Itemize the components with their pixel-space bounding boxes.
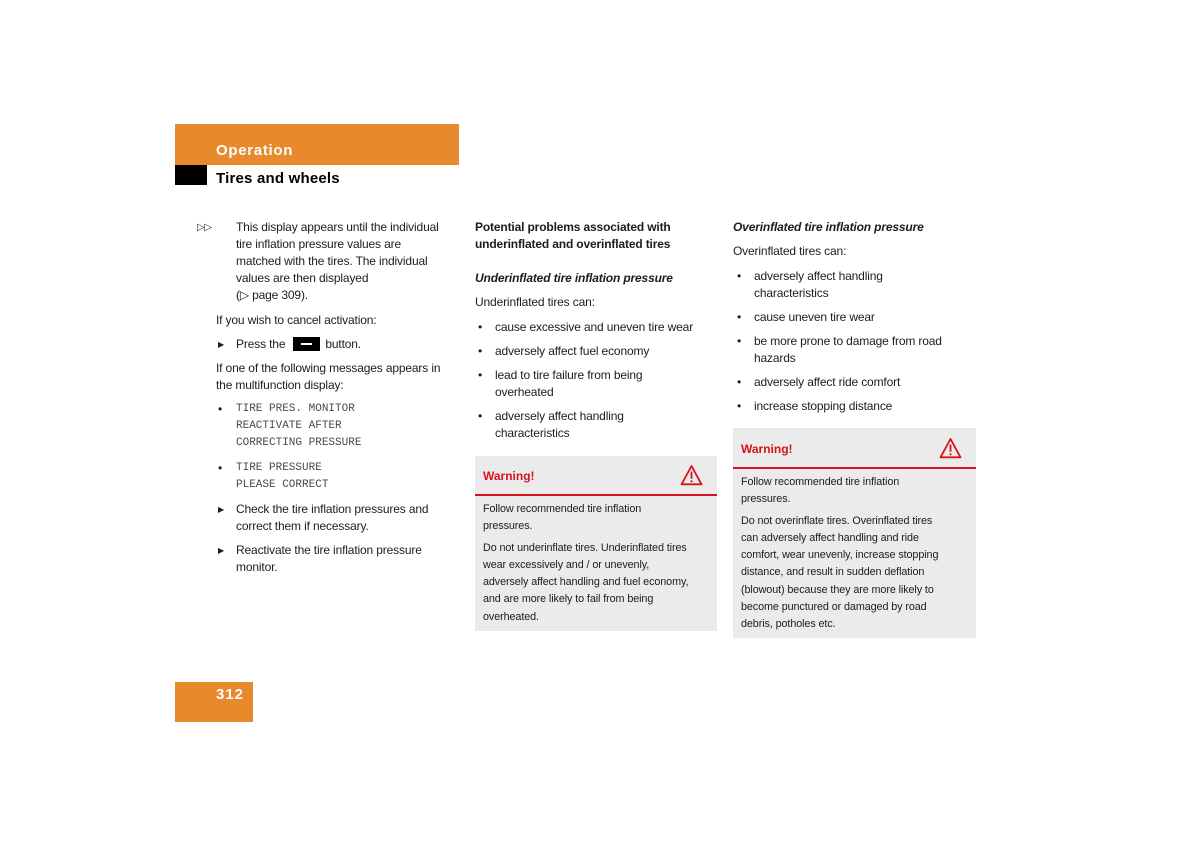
list-item-text: adversely affect handling characteristics [754,268,883,300]
press-step-after: button. [325,336,361,351]
bullet-icon: • [218,401,223,416]
list-item-text: increase stopping distance [754,398,893,413]
potential-problems-heading: Potential problems associated with underinflated and overinflated tires [475,219,671,251]
display-message-text: TIRE PRES. MONITOR REACTIVATE AFTER CORRECTING PRESSURE [236,402,362,449]
overinflation-warning-box [733,428,976,638]
warning-paragraph: Follow recommended tire inflation pressures. [483,502,642,532]
step-text: Check the tire inflation pressures and correct them if necessary. [236,501,429,533]
page-number: 312 [216,686,245,703]
minus-symbol [301,343,312,345]
step-arrow-icon: ▶ [218,504,225,514]
warning-divider [475,494,717,496]
step-arrow-icon: ▶ [218,545,225,555]
underinflated-subheading: Underinflated tire inflation pressure [475,270,673,285]
overinflated-intro: Overinflated tires can: [733,243,847,258]
underinflated-intro: Underinflated tires can: [475,294,595,309]
bullet-icon: • [218,460,223,475]
warning-paragraph: Follow recommended tire inflation pressures. [741,475,900,505]
bullet-icon: • [737,268,742,283]
cancel-activation-prompt: If you wish to cancel activation: [216,312,377,327]
warning-paragraph: Do not overinflate tires. Overinflated tires can adversely affect handling and ride comfort, wear unevenly, increase stopping distance, and result in sudden deflation (blowout) because they are more likely to become punctured or damaged by road debris, potholes etc. [741,514,939,630]
warning-divider [733,467,976,469]
subsection-title: Tires and wheels [216,170,340,187]
bullet-icon: • [478,319,483,334]
warning-body [483,501,688,631]
bullet-icon: • [737,333,742,348]
warning-paragraph: Do not underinflate tires. Underinflated tires wear excessively and / or unevenly, adversely affect handling and fuel economy, and are more likely to fail from being overheated. [483,541,689,623]
bullet-icon: • [478,408,483,423]
list-item-text: cause uneven tire wear [754,309,875,324]
list-item-text: adversely affect handling characteristics [495,408,624,440]
list-item-text: lead to tire failure from being overheated [495,367,643,399]
minus-button-icon [293,337,320,351]
list-item-text: be more prone to damage from road hazards [754,333,942,365]
underinflation-warning-box [475,456,717,631]
press-step-before: Press the [236,336,286,351]
display-intro-paragraph: This display appears until the individual tire inflation pressure values are matched with the tires. The individual values are then displayed (▷ page 309). [236,219,439,302]
messages-prompt: If one of the following messages appears in the multifunction display: [216,360,441,392]
warning-title: Warning! [741,441,793,456]
list-item-text: cause excessive and uneven tire wear [495,319,694,334]
subsection-marker [175,165,207,185]
warning-title: Warning! [483,468,535,483]
step-text: Reactivate the tire inflation pressure monitor. [236,542,422,574]
continued-marker-icon: ▷▷ [197,221,212,233]
bullet-icon: • [737,398,742,413]
step-arrow-icon: ▶ [218,339,225,349]
press-button-step-text [236,336,361,353]
display-message-text: TIRE PRESSURE PLEASE CORRECT [236,461,329,491]
warning-body [741,474,938,638]
overinflated-subheading: Overinflated tire inflation pressure [733,219,924,234]
bullet-icon: • [478,343,483,358]
bullet-icon: • [737,309,742,324]
bullet-icon: • [737,374,742,389]
section-title: Operation [216,142,294,159]
list-item-text: adversely affect ride comfort [754,374,901,389]
bullet-icon: • [478,367,483,382]
list-item-text: adversely affect fuel economy [495,343,650,358]
warning-triangle-icon [680,464,703,486]
warning-triangle-icon [939,437,962,459]
